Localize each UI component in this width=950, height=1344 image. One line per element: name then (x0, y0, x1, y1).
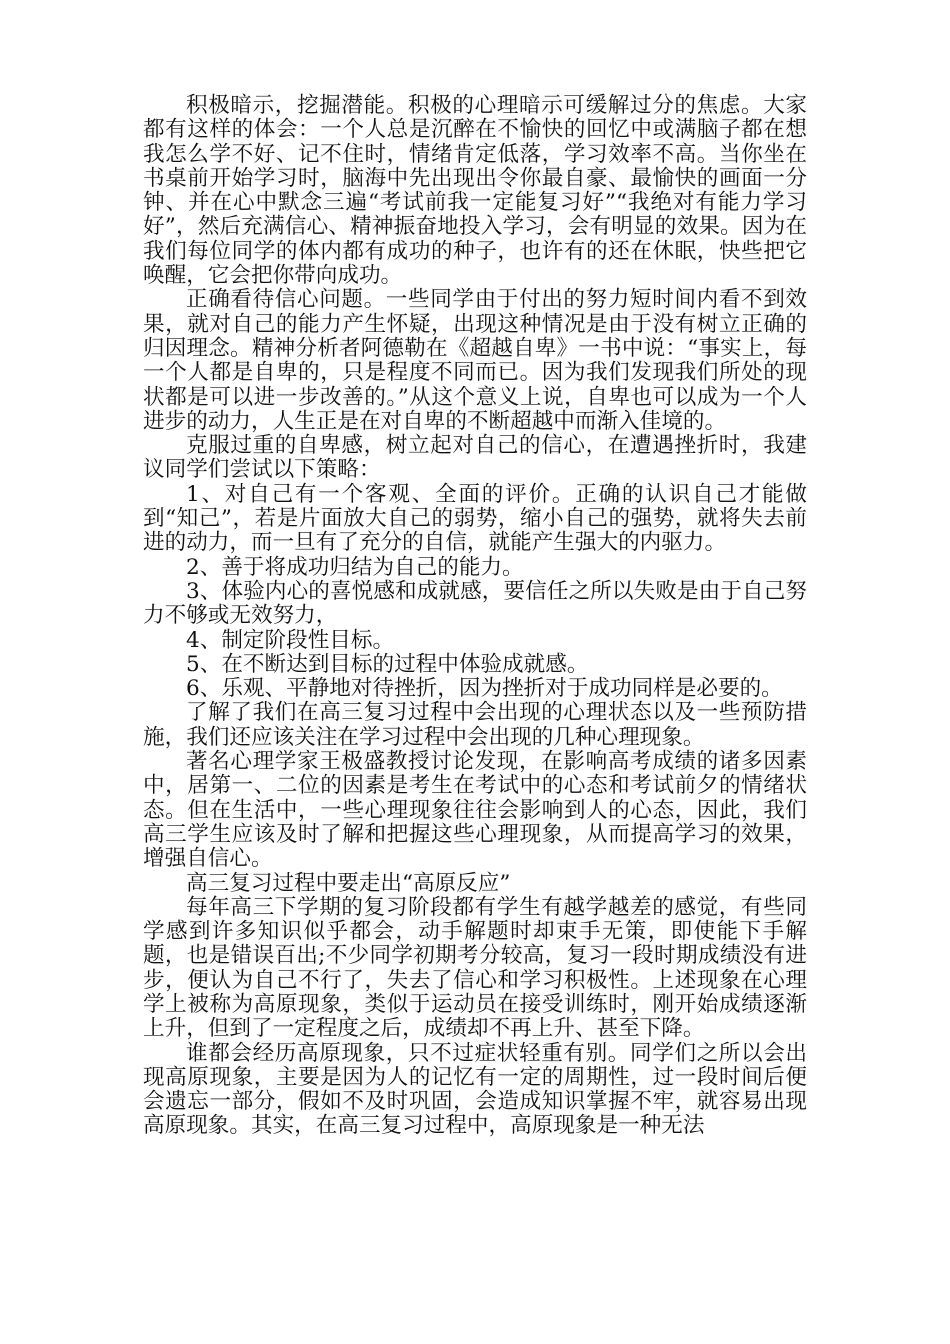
list-item-strategy-5: 5、在不断达到目标的过程中体验成就感。 (186, 651, 589, 677)
paragraph-psychological-phenomena-intro: 了解了我们在高三复习过程中会出现的心理状态以及一些预防措施，我们还应该关注在学习过程中会出现的几种心理现象。 (143, 700, 807, 750)
list-item-strategy-2: 2、善于将成功归结为自己的能力。 (186, 554, 524, 580)
list-item-strategy-6: 6、乐观、平静地对待挫折，因为挫折对于成功同样是必要的。 (186, 676, 783, 702)
paragraph-confidence-issue: 正确看待信心问题。一些同学由于付出的努力短时间内看不到效果，就对自己的能力产生怀疑，出现这种情况是由于没有树立正确的归因理念。精神分析者阿德勒在《超越自卑》一书中说：“事实上，每一个人都是自卑的，只是程度不同而已。因为我们发现我们所处的现状都是可以进一步改善的。”从这个意义上说，自卑也可以成为一个人进步的动力，人生正是在对自卑的不断超越中而渐入佳境的。 (143, 287, 807, 434)
section-heading-plateau: 高三复习过程中要走出“高原反应” (186, 870, 511, 896)
paragraph-plateau-description: 每年高三下学期的复习阶段都有学生有越学越差的感觉，有些同学感到许多知识似乎都会，动手解题时却束手无策，即使能下手解题，也是错误百出;不少同学初期考分较高，复习一段时期成绩没有进步，便认为自己不行了，失去了信心和学习积极性。上述现象在心理学上被称为高原现象，类似于运动员在接受训练时，刚开始成绩逐渐上升，但到了一定程度之后，成绩却不再上升、甚至下降。 (143, 894, 807, 1042)
document-body (143, 94, 807, 1139)
paragraph-wang-jisheng-study: 著名心理学家王极盛教授讨论发现，在影响高考成绩的诸多因素中，居第一、二位的因素是考生在考试中的心态和考试前夕的情绪状态。但在生活中，一些心理现象往往会影响到人的心态，因此，我们高三学生应该及时了解和把握这些心理现象，从而提高学习的效果，增强自信心。 (143, 749, 807, 872)
paragraph-overcome-inferiority: 克服过重的自卑感，树立起对自己的信心，在遭遇挫折时，我建议同学们尝试以下策略： (143, 433, 807, 483)
paragraph-positive-suggestion: 积极暗示，挖掘潜能。积极的心理暗示可缓解过分的焦虑。大家都有这样的体会：一个人总是沉醉在不愉快的回忆中或满脑子都在想我怎么学不好、记不住时，情绪肯定低落，学习效率不高。当你坐在书桌前开始学习时，脑海中先出现出令你最自豪、最愉快的画面一分钟、并在心中默念三遍“考试前我一定能复习好”“我绝对有能力学习好”，然后充满信心、精神振奋地投入学习，会有明显的效果。因为在我们每位同学的体内都有成功的种子，也许有的还在休眠，快些把它唤醒，它会把你带向成功。 (143, 93, 807, 289)
paragraph-plateau-cause: 谁都会经历高原现象，只不过症状轻重有别。同学们之所以会出现高原现象，主要是因为人的记忆有一定的周期性，过一段时间后便会遗忘一部分，假如不及时巩固，会造成知识掌握不牢，就容易出现高原现象。其实，在高三复习过程中，高原现象是一种无法 (143, 1040, 807, 1139)
list-item-strategy-3: 3、体验内心的喜悦感和成就感，要信任之所以失败是由于自己努力不够或无效努力， (143, 578, 807, 629)
list-item-strategy-1: 1、对自己有一个客观、全面的评价。正确的认识自己才能做到“知己”，若是片面放大自己的弱势，缩小自己的强势，就将失去前进的动力，而一旦有了充分的自信，就能产生强大的内驱力。 (143, 481, 807, 556)
list-item-strategy-4: 4、制定阶段性目标。 (186, 627, 395, 653)
